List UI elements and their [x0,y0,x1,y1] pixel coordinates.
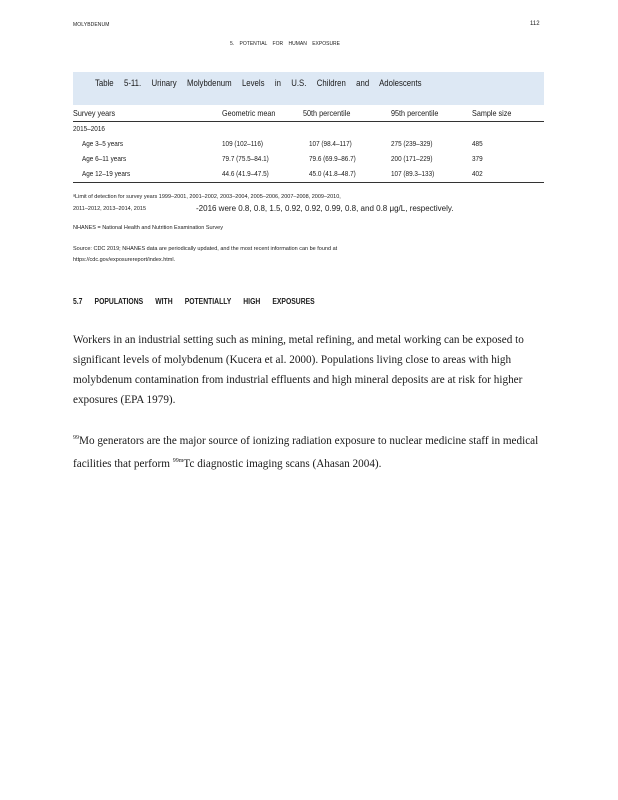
table-header-rule [73,121,544,122]
table-cell-geometric-mean: 109 (102–116) [222,139,263,148]
footnote-lod-line1: ᵃLimit of detection for survey years 1999–2001, 2001–2002, 2003–2004, 2005–2006, 2007–2008, 2009–2010, [73,194,341,200]
footnote-lod-line2a: 2011–2012, 2013–2014, 2015 [73,206,146,212]
paragraph-text-b: Tc diagnostic imaging scans (Ahasan 2004). [183,458,382,470]
table-cell-50th: 45.0 (41.8–48.7) [309,169,356,178]
body-paragraph-1: Workers in an industrial setting such as mining, metal refining, and metal working can be exposed to significant levels of molybdenum (Kucera et al. 2000). Populations living close to areas with high molybdenum contamination from industrial effluents and high mineral deposits are at risk for higher exposures (EPA 1979). [73,334,524,406]
col-header-sample-size: Sample size [472,108,512,118]
table-title: Table 5-11. Urinary Molybdenum Levels in U.S. Children and Adolescents [95,78,422,89]
col-header-survey-years: Survey years [73,108,116,118]
col-header-geometric-mean: Geometric mean [222,108,276,118]
table-cell-95th: 275 (239–329) [391,139,433,148]
body-paragraph-2 [73,428,551,474]
isotope-superscript: 99m [172,458,184,464]
table-cell-50th: 107 (98.4–117) [309,139,352,148]
table-group-label: 2015–2016 [73,124,105,133]
section-heading: 5.7 POPULATIONS WITH POTENTIALLY HIGH EXPOSURES [73,297,315,306]
table-cell-geometric-mean: 79.7 (75.5–84.1) [222,154,269,163]
chapter-heading: 5. POTENTIAL FOR HUMAN EXPOSURE [230,41,340,47]
page-number: 112 [530,21,540,27]
table-row-label: Age 6–11 years [82,154,127,163]
footnote-source-link[interactable]: https://cdc.gov/exposurereport/index.html. [73,257,176,263]
table-cell-sample-size: 485 [472,139,483,148]
table-cell-95th: 107 (89.3–133) [391,169,435,178]
running-header-title: MOLYBDENUM [73,22,110,28]
isotope-superscript: 99 [73,435,79,441]
col-header-50th-percentile: 50th percentile [303,108,351,118]
table-row-label: Age 12–19 years [82,169,131,178]
col-header-95th-percentile: 95th percentile [391,108,439,118]
table-cell-sample-size: 402 [472,169,483,178]
footnote-nhanes: NHANES = National Health and Nutrition Examination Survey [73,225,223,231]
table-cell-geometric-mean: 44.6 (41.9–47.5) [222,169,269,178]
footnote-lod-line2b: -2016 were 0.8, 0.8, 1.5, 0.92, 0.92, 0.99, 0.8, and 0.8 μg/L, respectively. [196,204,454,213]
table-cell-sample-size: 379 [472,154,483,163]
table-cell-95th: 200 (171–229) [391,154,433,163]
paragraph-text-a: Mo generators are the major source of ionizing radiation exposure to nuclear medicine staff in medical facilities that perform [73,435,539,470]
table-row-label: Age 3–5 years [82,139,124,148]
table-cell-50th: 79.6 (69.9–86.7) [309,154,356,163]
footnote-source-line1: Source: CDC 2019; NHANES data are periodically updated, and the most recent information can be found at [73,246,338,252]
table-bottom-rule [73,182,544,183]
